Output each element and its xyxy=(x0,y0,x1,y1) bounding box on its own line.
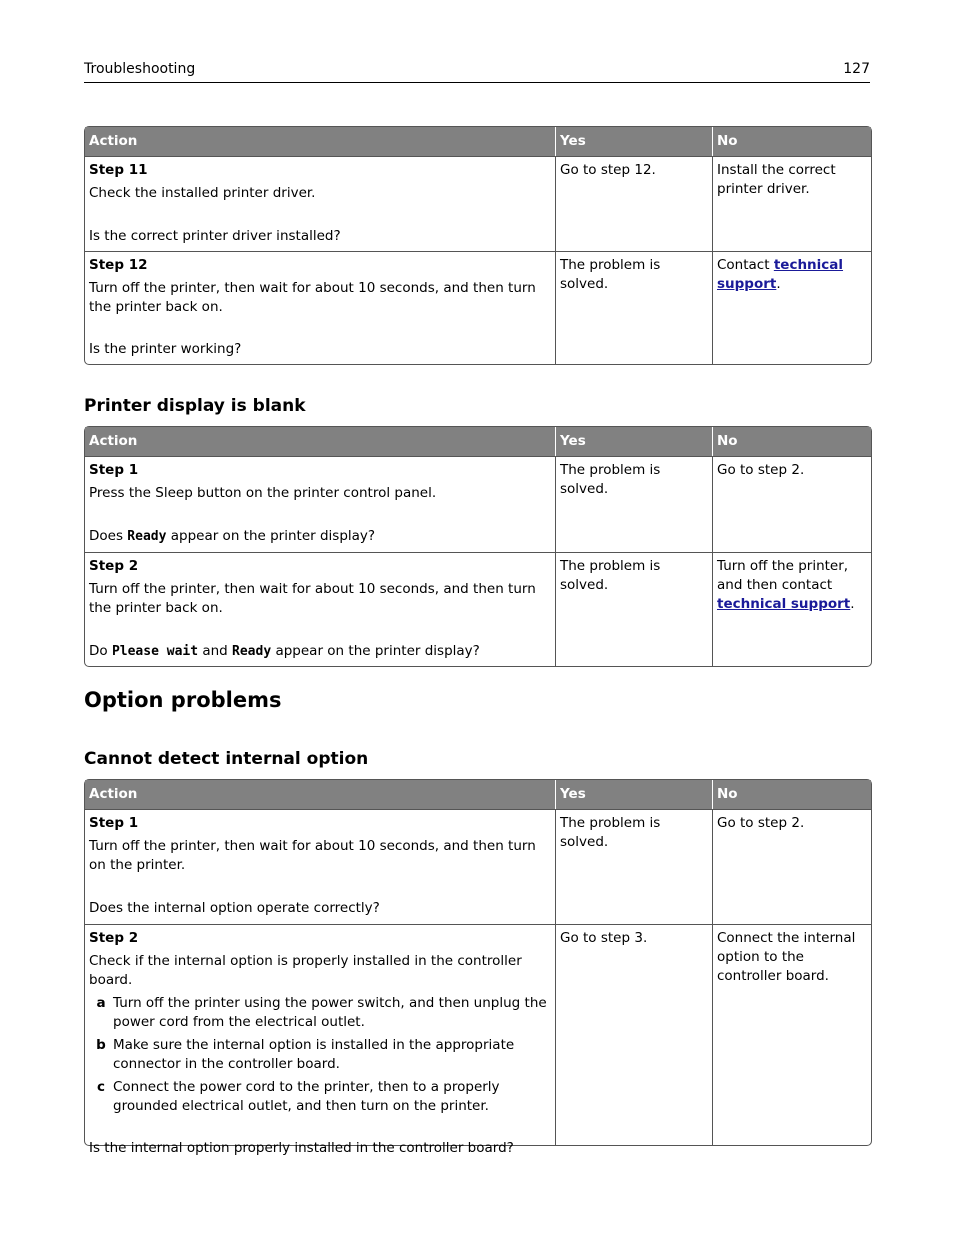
col-action: Action xyxy=(85,127,556,156)
action-cell xyxy=(85,157,556,251)
step-text: Turn off the printer, then wait for about 10 seconds, and then turn the printer back on. xyxy=(89,280,536,315)
no-cell: Install the correct printer driver. xyxy=(717,162,836,197)
question-text: appear on the printer display? xyxy=(166,528,376,544)
table-row xyxy=(85,456,871,552)
table-header-row xyxy=(85,427,871,456)
no-cell xyxy=(713,553,869,666)
ready-code: Ready xyxy=(127,529,167,544)
ready-code: Ready xyxy=(232,644,272,659)
step-label: Step 12 xyxy=(89,257,148,273)
step-label: Step 1 xyxy=(89,815,139,831)
substep-letter: a xyxy=(96,995,106,1011)
technical-support-link[interactable]: technical support xyxy=(717,596,851,612)
header-section: Troubleshooting xyxy=(84,61,196,77)
step-question: Is the internal option properly installed in the controller board? xyxy=(89,1140,514,1156)
question-text: and xyxy=(198,643,233,659)
substep-letter: b xyxy=(96,1037,106,1053)
col-action: Action xyxy=(85,427,556,456)
no-text: Turn off the printer, and then contact xyxy=(717,558,849,593)
step-label: Step 11 xyxy=(89,162,148,178)
no-suffix: . xyxy=(850,596,855,612)
no-suffix: . xyxy=(776,276,781,292)
action-cell xyxy=(85,810,556,924)
substep-b xyxy=(89,1036,550,1074)
col-action: Action xyxy=(85,780,556,809)
no-cell: Go to step 2. xyxy=(717,462,805,478)
table-header-row xyxy=(85,780,871,809)
troubleshooting-table-1 xyxy=(84,126,872,365)
question-text: appear on the printer display? xyxy=(271,643,480,659)
col-yes: Yes xyxy=(556,427,713,456)
table-row xyxy=(85,809,871,924)
substep-a xyxy=(89,994,550,1032)
step-label: Step 2 xyxy=(89,558,139,574)
col-no: No xyxy=(717,433,738,449)
troubleshooting-table-3 xyxy=(84,779,872,1156)
section-heading-printer-display-blank: Printer display is blank xyxy=(84,396,306,416)
step-question: Does the internal option operate correctly? xyxy=(89,900,380,916)
section-heading-option-problems: Option problems xyxy=(84,688,282,712)
substep-c xyxy=(89,1078,550,1116)
table-row xyxy=(85,156,871,251)
step-label: Step 2 xyxy=(89,930,139,946)
step-text: Turn off the printer, then wait for about 10 seconds, and then turn on the printer. xyxy=(89,838,536,873)
yes-cell: The problem is solved. xyxy=(556,810,713,924)
table-row xyxy=(85,552,871,666)
yes-cell: The problem is solved. xyxy=(556,252,713,364)
step-question xyxy=(89,527,550,546)
table-header-row xyxy=(85,127,871,156)
table-row xyxy=(85,924,871,1156)
substep-letter: c xyxy=(96,1079,105,1095)
yes-cell: The problem is solved. xyxy=(556,457,713,552)
step-question: Is the printer working? xyxy=(89,341,242,357)
col-yes: Yes xyxy=(556,780,713,809)
section-heading-cannot-detect-internal-option: Cannot detect internal option xyxy=(84,749,369,769)
substep-text: Make sure the internal option is installed in the appropriate connector in the controller board. xyxy=(113,1037,515,1072)
substep-text: Turn off the printer using the power switch, and then unplug the power cord from the electrical outlet. xyxy=(113,995,547,1030)
action-cell xyxy=(85,457,556,552)
no-cell xyxy=(713,252,869,364)
question-text: Do xyxy=(89,643,112,659)
question-text: Does xyxy=(89,528,128,544)
page-header xyxy=(84,59,870,83)
col-no: No xyxy=(717,786,738,802)
step-text: Check if the internal option is properly installed in the controller board. xyxy=(89,953,522,988)
yes-cell: The problem is solved. xyxy=(556,553,713,666)
substep-text: Connect the power cord to the printer, then to a properly grounded electrical outlet, and then turn on the printer. xyxy=(113,1079,500,1114)
no-cell: Connect the internal option to the controller board. xyxy=(717,930,856,984)
step-question xyxy=(89,642,550,661)
no-cell: Go to step 2. xyxy=(717,815,805,831)
action-cell xyxy=(85,252,556,364)
step-text: Check the installed printer driver. xyxy=(89,185,316,201)
yes-cell: Go to step 12. xyxy=(556,157,713,251)
table-row xyxy=(85,251,871,364)
col-yes: Yes xyxy=(556,127,713,156)
action-cell xyxy=(85,925,556,1156)
col-no: No xyxy=(717,133,738,149)
no-text: Contact xyxy=(717,257,774,273)
page-number: 127 xyxy=(843,61,870,77)
step-text: Press the Sleep button on the printer control panel. xyxy=(89,485,437,501)
troubleshooting-table-2 xyxy=(84,426,872,667)
step-question: Is the correct printer driver installed? xyxy=(89,228,341,244)
step-text: Turn off the printer, then wait for about 10 seconds, and then turn the printer back on. xyxy=(89,581,536,616)
action-cell xyxy=(85,553,556,666)
yes-cell: Go to step 3. xyxy=(556,925,713,1145)
step-label: Step 1 xyxy=(89,462,139,478)
please-wait-code: Please wait xyxy=(111,644,199,659)
technical-support-link[interactable]: technical support xyxy=(717,257,844,292)
